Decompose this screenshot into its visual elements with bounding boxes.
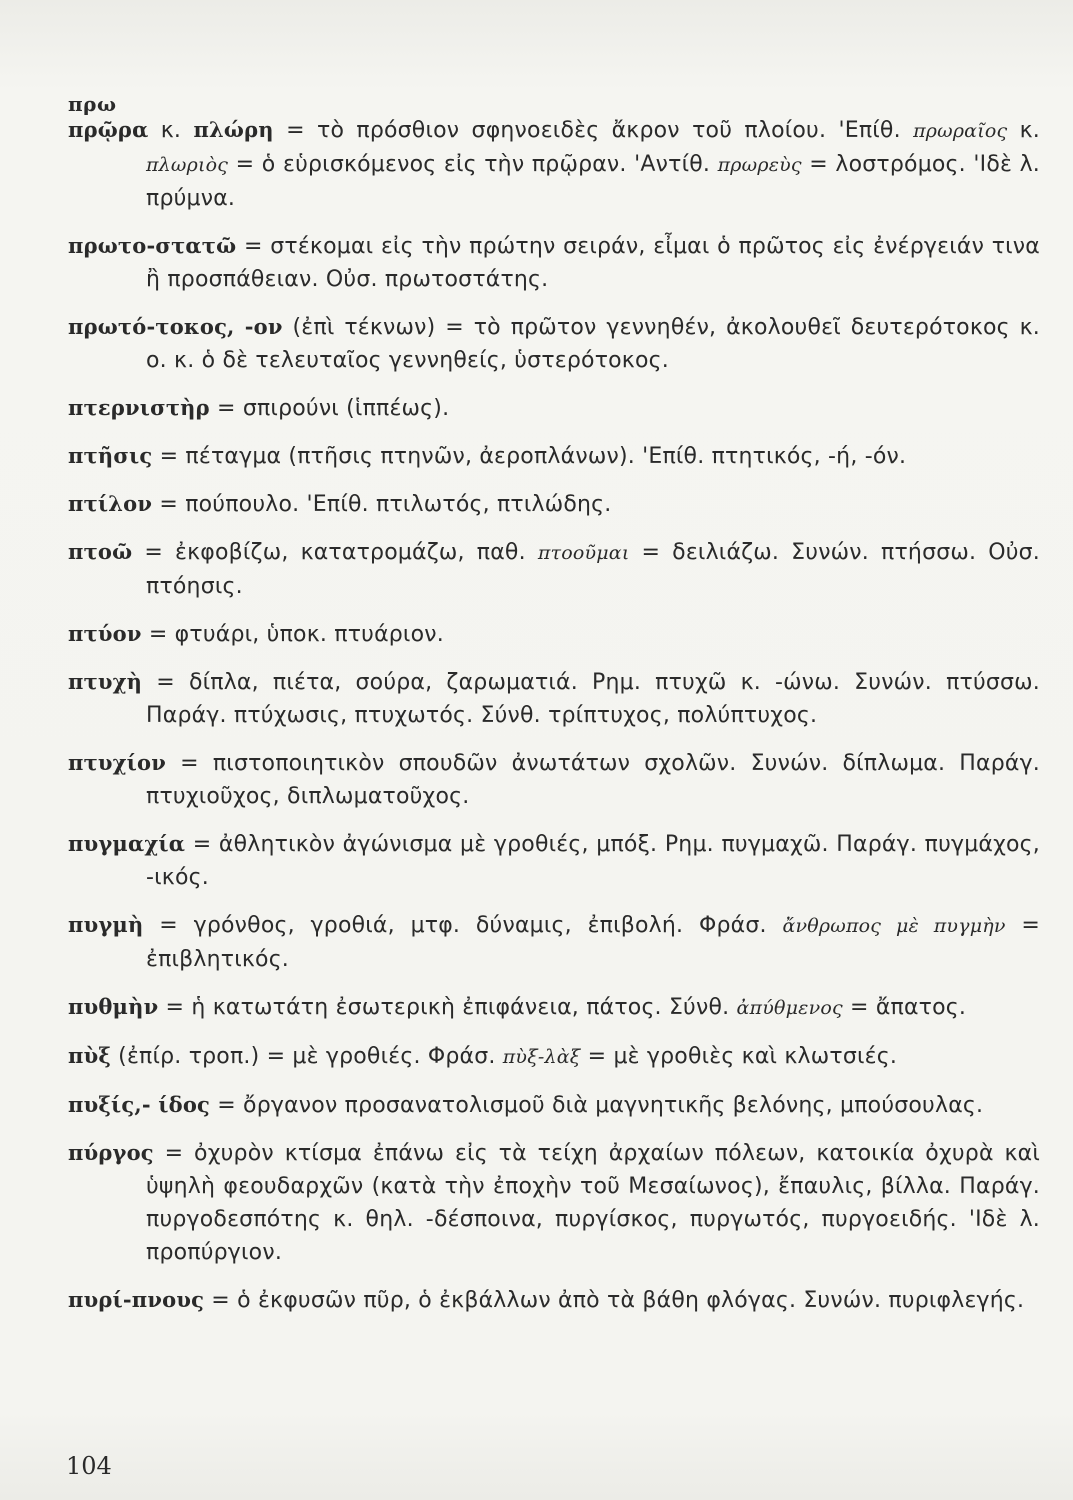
entry-text: = γρόνθος, γροθιά, μτφ. δύναμις, ἐπιβολή. Φράσ. xyxy=(143,913,783,938)
dictionary-entry xyxy=(68,617,1040,651)
entry-italic-term: πλωριὸς xyxy=(146,154,229,176)
dictionary-entry xyxy=(68,391,1040,425)
entry-text: = πέταγμα (πτῆσις πτηνῶν, ἀεροπλάνων). 'Επίθ. πτητικός, -ή, -όν. xyxy=(152,444,907,469)
entry-text: = ὁ εὑρισκόμενος εἰς τὴν πρῷραν. 'Αντίθ. xyxy=(228,152,718,177)
entry-headword: πύργος xyxy=(68,1140,154,1165)
entry-italic-term: ἄνθρωπος μὲ πυγμὴν xyxy=(782,915,1006,937)
entry-text: = φτυάρι, ὑποκ. πτυάριον. xyxy=(141,622,444,647)
entry-headword: πτυχὴ xyxy=(68,669,143,694)
entry-headword: πτερνιστὴρ xyxy=(68,395,210,420)
entry-headword: πτύον xyxy=(68,621,142,646)
entry-headword: πυγμὴ xyxy=(68,912,144,937)
running-head: πρω xyxy=(68,92,117,116)
entry-headword: πυξίς,- ίδος xyxy=(68,1092,211,1117)
entry-headword: πτοῶ xyxy=(68,539,133,564)
entry-text: = δίπλα, πιέτα, σούρα, ζαρωματιά. Ρημ. πτυχῶ κ. -ώνω. Συνών. πτύσσω. Παράγ. πτύχωσις, πτυχωτός. Σύνθ. τρίπτυχος, πολύπτυχος. xyxy=(142,670,1040,728)
dictionary-entry xyxy=(68,746,1040,813)
entry-headword: πυρί-πνους xyxy=(68,1287,205,1312)
dictionary-entry xyxy=(68,990,1040,1025)
entry-variant-headword: πλώρη xyxy=(193,117,274,142)
entry-text: = λοστρόμος. 'Ιδὲ λ. πρύμνα. xyxy=(146,152,1041,211)
dictionary-entry xyxy=(68,665,1040,732)
entry-text: = ὄργανον προσανατολισμοῦ διὰ μαγνητικῆς βελόνης, μπούσουλας. xyxy=(210,1093,984,1118)
entry-text: = ἐκφοβίζω, κατατρομάζω, παθ. xyxy=(132,540,538,565)
entry-italic-term: πρωραῖος xyxy=(913,120,1008,142)
entry-headword: πρῷρα xyxy=(68,117,149,142)
entry-headword: πτυχίον xyxy=(68,750,167,775)
entry-text: κ. xyxy=(148,118,194,143)
entry-text: = σπιρούνι (ἱππέως). xyxy=(209,396,450,421)
entry-headword: πτίλον xyxy=(68,491,153,516)
dictionary-entry xyxy=(68,1039,1040,1074)
entry-headword: πρωτο-στατῶ xyxy=(68,233,237,258)
entry-text: κ. xyxy=(1007,118,1041,143)
entry-text: (ἐπὶ τέκνων) = τὸ πρῶτον γεννηθέν, ἀκολουθεῖ δευτερότοκος κ. ο. κ. ὁ δὲ τελευταῖος γεννηθείς, ὑστερότοκος. xyxy=(146,315,1040,373)
entry-text: = ἄπατος. xyxy=(842,995,967,1020)
dictionary-entry xyxy=(68,487,1040,521)
entry-text: = ὁ ἐκφυσῶν πῦρ, ὁ ἐκβάλλων ἀπὸ τὰ βάθη φλόγας. Συνών. πυριφλεγής. xyxy=(204,1288,1025,1313)
dictionary-entry xyxy=(68,1088,1040,1122)
entry-italic-term: πρωρεὺς xyxy=(717,154,802,176)
entry-text: = ἐπιβλητικός. xyxy=(146,913,1040,972)
entry-headword: πυθμὴν xyxy=(68,994,159,1019)
dictionary-entry xyxy=(68,827,1040,894)
entry-text: = μὲ γροθιὲς καὶ κλωτσιές. xyxy=(580,1044,898,1069)
entry-text: = στέκομαι εἰς τὴν πρώτην σειράν, εἶμαι ὁ πρῶτος εἰς ἐνέργειάν τινα ἢ προσπάθειαν. Οὐσ. πρωτοστάτης. xyxy=(146,234,1040,292)
entry-headword: πὺξ xyxy=(68,1043,111,1068)
dictionary-entry xyxy=(68,439,1040,473)
entry-text: = δειλιάζω. Συνών. πτήσσω. Οὐσ. πτόησις. xyxy=(146,540,1040,599)
entry-italic-term: ἀπύθμενος xyxy=(736,997,843,1019)
entry-text: = πούπουλο. 'Επίθ. πτιλωτός, πτιλώδης. xyxy=(152,492,612,517)
entry-headword: πρωτό-τοκος, -ον xyxy=(68,314,283,339)
entry-text: = ἀθλητικὸν ἀγώνισμα μὲ γροθιές, μπόξ. Ρημ. πυγμαχῶ. Παράγ. πυγμάχος, -ικός. xyxy=(146,832,1040,890)
entry-headword: πυγμαχία xyxy=(68,831,186,856)
entry-italic-term: πτοοῦμαι xyxy=(537,542,630,564)
dictionary-entry xyxy=(68,908,1040,976)
dictionary-entry xyxy=(68,310,1040,377)
entry-list xyxy=(68,113,1040,1331)
dictionary-entry xyxy=(68,1136,1040,1269)
entry-text: (ἐπίρ. τροπ.) = μὲ γροθιές. Φράσ. xyxy=(110,1044,503,1069)
entry-text: = πιστοποιητικὸν σπουδῶν ἀνωτάτων σχολῶν. Συνών. δίπλωμα. Παράγ. πτυχιοῦχος, διπλωματοῦχος. xyxy=(146,751,1040,809)
entry-text: = ἡ κατωτάτη ἐσωτερικὴ ἐπιφάνεια, πάτος. Σύνθ. xyxy=(158,995,737,1020)
entry-italic-term: πὺξ-λὰξ xyxy=(502,1046,581,1068)
dictionary-entry xyxy=(68,1283,1040,1317)
dictionary-entry xyxy=(68,229,1040,296)
entry-text: = ὀχυρὸν κτίσμα ἐπάνω εἰς τὰ τείχη ἀρχαίων πόλεων, κατοικία ὀχυρὰ καὶ ὑψηλὴ φεουδαρχῶν (κατὰ τὴν ἐποχὴν τοῦ Μεσαίωνος), ἔπαυλις, βίλλα. Παράγ. πυργοδεσπότης κ. θηλ. -δέσποινα, πυργίσκος, πυργωτός, πυργοειδής. 'Ιδὲ λ. προπύργιον. xyxy=(146,1141,1040,1265)
entry-text: = τὸ πρόσθιον σφηνοειδὲς ἄκρον τοῦ πλοίου. 'Επίθ. xyxy=(273,118,914,143)
entry-headword: πτῆσις xyxy=(68,443,153,468)
dictionary-entry xyxy=(68,535,1040,603)
dictionary-entry xyxy=(68,113,1040,215)
page-number: 104 xyxy=(66,1452,112,1480)
